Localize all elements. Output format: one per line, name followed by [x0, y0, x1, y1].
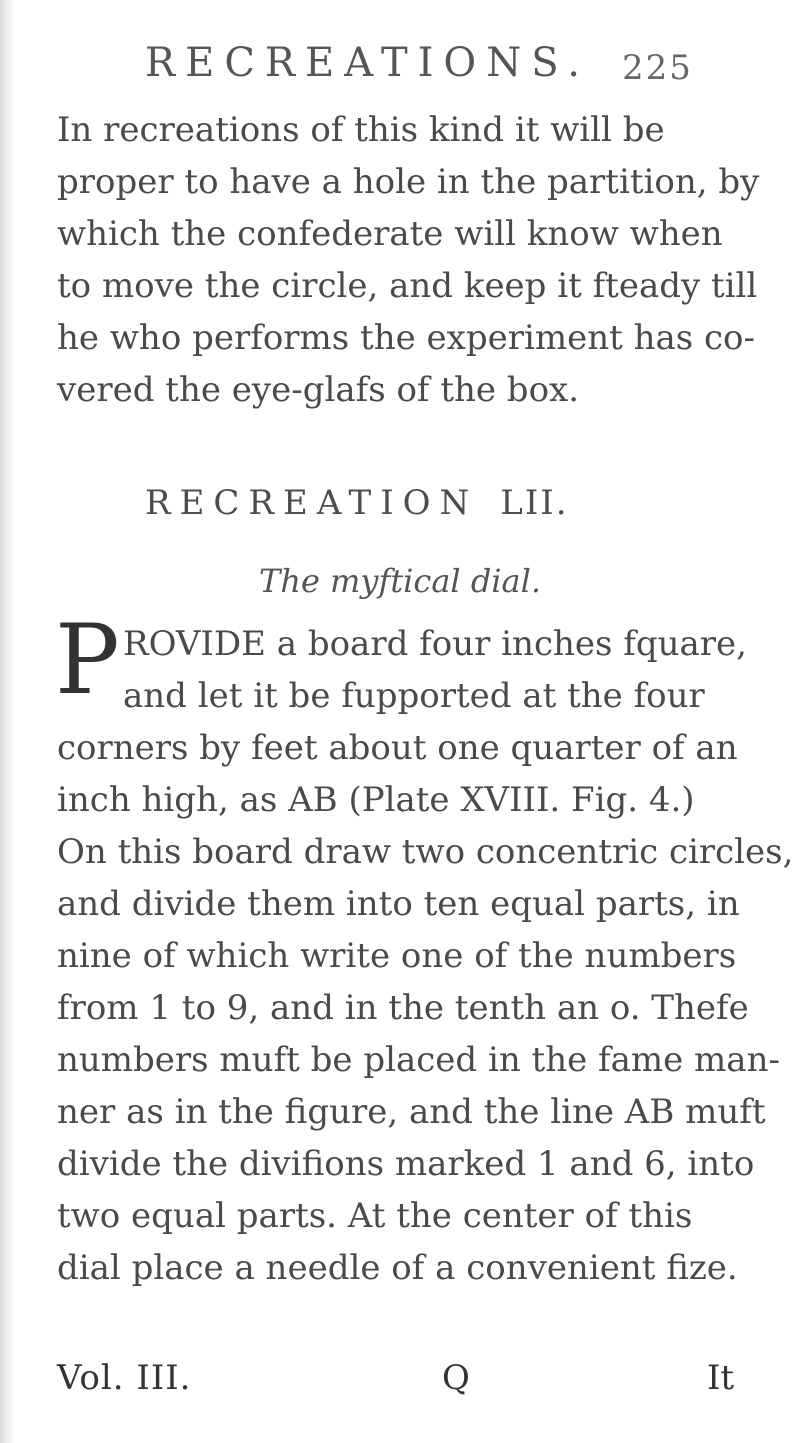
signature-mark: Q: [442, 1358, 470, 1398]
text-line: which the confederate will know when: [57, 214, 723, 254]
text-line: vered the eye-glafs of the box.: [57, 370, 580, 410]
text-line: numbers muft be placed in the fame man-: [57, 1040, 780, 1080]
text-line: ner as in the figure, and the line AB muft: [57, 1092, 766, 1132]
catchword: It: [707, 1358, 735, 1398]
running-head: RECREATIONS.: [145, 40, 590, 86]
page-gutter-shadow: [0, 0, 14, 1443]
text-line: and divide them into ten equal parts, in: [57, 884, 740, 924]
section-subtitle: The myftical dial.: [258, 562, 542, 600]
text-line: nine of which write one of the numbers: [57, 936, 737, 976]
section-number: LII.: [500, 483, 569, 523]
text-line: and let it be fupported at the four: [123, 676, 705, 716]
text-line: ROVIDE a board four inches fquare,: [123, 624, 747, 664]
text-line: In recreations of this kind it will be: [57, 110, 665, 150]
text-line: two equal parts. At the center of this: [57, 1196, 693, 1236]
paragraph-main: [57, 618, 794, 1294]
text-line: proper to have a hole in the partition, by: [57, 162, 760, 202]
paragraph-intro: [57, 104, 760, 416]
section-heading: [145, 483, 569, 523]
drop-cap: P: [55, 604, 120, 716]
text-line: On this board draw two concentric circles,: [57, 832, 794, 872]
text-line: to move the circle, and keep it fteady till: [57, 266, 758, 306]
text-line: divide the divifions marked 1 and 6, into: [57, 1144, 755, 1184]
text-line: he who performs the experiment has co-: [57, 318, 755, 358]
text-line: inch high, as AB (Plate XVIII. Fig. 4.): [57, 780, 695, 820]
page-number: 225: [622, 48, 693, 88]
volume-label: Vol. III.: [57, 1358, 192, 1398]
text-line: dial place a needle of a convenient fize.: [57, 1248, 738, 1288]
section-title: RECREATION: [145, 483, 479, 523]
text-line: corners by feet about one quarter of an: [57, 728, 738, 768]
text-line: from 1 to 9, and in the tenth an o. Thefe: [57, 988, 749, 1028]
